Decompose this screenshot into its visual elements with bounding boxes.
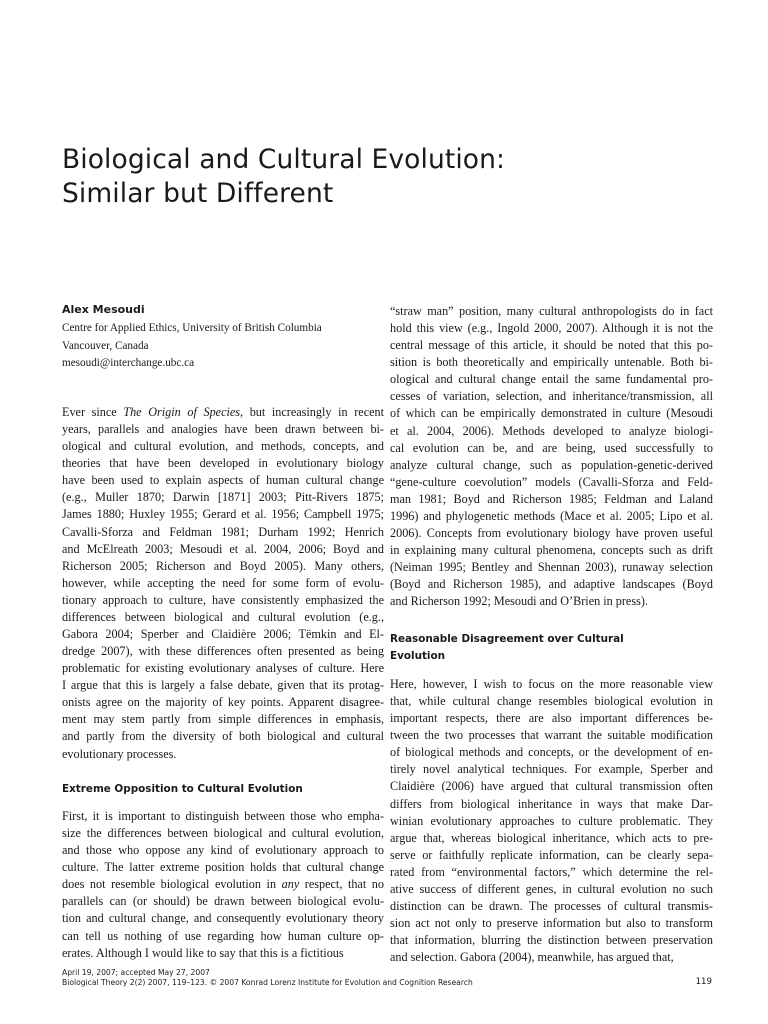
text-line: tirely novel analytical techniques. For example, Sperber and [390, 762, 713, 777]
text-line: et al. 2004, 2006). Methods developed to analyze biologi- [390, 423, 713, 438]
text-line: I argue that this is largely a false debate, given that its protag- [62, 678, 384, 693]
text-line: can tell us nothing of use regarding how human culture op- [62, 928, 384, 943]
page-number: 119 [695, 977, 712, 987]
title-line-1: Biological and Cultural Evolution: [62, 144, 506, 175]
text-line: does not resemble biological evolution in any respect, that no [62, 877, 384, 892]
text-line: that information, blurring the distinction between preservation [390, 933, 713, 948]
article-title [62, 143, 712, 211]
author-affiliation: Centre for Applied Ethics, University of British Columbia [62, 322, 322, 334]
footer-citation: Biological Theory 2(2) 2007, 119–123. © 2007 Konrad Lorenz Institute for Evolution and Cognition Research [62, 978, 473, 987]
text-line: Cavalli-Sforza and Feldman 1981; Durham 1992; Henrich [62, 524, 384, 539]
footer-dates: April 19, 2007; accepted May 27, 2007 [62, 968, 210, 977]
text-line: “gene-culture coevolution” models (Cavalli-Sforza and Feld- [390, 474, 713, 489]
text-line: rated from “environmental factors,” which determine the rel- [390, 864, 713, 879]
text-line: and selection. Gabora (2004), meanwhile, has argued that, [390, 950, 674, 965]
text-line: of biological methods and concepts, or the development of en- [390, 745, 713, 760]
section-paragraph-extreme-opposition [62, 808, 384, 962]
text-line: problematic for existing evolutionary analyses of culture. Here [62, 661, 384, 676]
text-line: erates. Although I would like to say that this is a fictitious [62, 945, 344, 960]
text-line: that, while cultural change resembles biological evolution in [390, 694, 713, 709]
text-line: in explaining many cultural phenomena, concepts such as drift [390, 543, 713, 558]
text-line: theories that have been developed in evolutionary biology [62, 456, 384, 471]
text-line: years, parallels and analogies have been drawn between bi- [62, 422, 384, 437]
text-line: First, it is important to distinguish between those who empha- [62, 809, 384, 823]
text-line: hold this view (e.g., Ingold 2000, 2007). Although it is not the [390, 321, 713, 336]
text-line: Gabora 2004; Sperber and Claidière 2006; Tëmkin and El- [62, 627, 384, 642]
text-line: differs from biological inheritance in ways that make Dar- [390, 796, 713, 811]
text-line: culture. The latter extreme position holds that cultural change [62, 860, 384, 875]
page-footer [62, 968, 702, 988]
text-line: parallels can (or should) be drawn between biological evolu- [62, 894, 384, 909]
text-line: (e.g., Muller 1870; Darwin [1871] 2003; Pitt-Rivers 1875; [62, 490, 384, 505]
title-line-2: Similar but Different [62, 178, 334, 209]
text-line: cesses of variation, selection, and inheritance/transmission, all [390, 389, 713, 404]
text-line: man 1981; Boyd and Richerson 1985; Feldman and Laland [390, 491, 713, 506]
text-line: ative success of different genes, in cultural evolution no such [390, 881, 713, 896]
section-heading-reasonable-disagreement: Reasonable Disagreement over Cultural Evolution [390, 633, 624, 662]
intro-paragraph [62, 404, 384, 763]
section-heading-extreme-opposition: Extreme Opposition to Cultural Evolution [62, 783, 303, 795]
text-line: 1996) and phylogenetic methods (Mace et al. 2005; Lipo et al. [390, 508, 713, 523]
text-line: and McElreath 2003; Mesoudi et al. 2004, 2006; Boyd and [62, 541, 384, 556]
text-line: analyze cultural change, such as population-genetic-derived [390, 457, 713, 472]
text-line: ment may stem partly from simple differences in emphasis, [62, 712, 384, 727]
text-line: James 1880; Huxley 1955; Gerard et al. 1956; Campbell 1975; [62, 507, 384, 522]
text-line: tion and cultural change, and consequently evolutionary theory [62, 911, 384, 926]
straw-man-paragraph [390, 303, 713, 610]
text-line: Ever since The Origin of Species, but increasingly in recent [62, 405, 384, 419]
text-line: of which can be empirically demonstrated in culture (Mesoudi [390, 406, 713, 421]
text-line: important respects, there are also important differences be- [390, 711, 713, 726]
author-block [62, 302, 392, 373]
text-line: however, while accepting the need for some form of evolu- [62, 575, 384, 590]
text-line: 2006). Concepts from evolutionary biology have proven useful [390, 526, 713, 541]
text-line: and partly from the diversity of both biological and cultural [62, 729, 384, 744]
text-line: differences between biological and cultural evolution (e.g., [62, 609, 384, 624]
text-line: cal evolution can be, and are being, used successfully to [390, 440, 713, 455]
text-line: sition is both theoretically and empirically untenable. Both bi- [390, 355, 713, 370]
text-line: Richerson 2005; Richerson and Boyd 2005). Many others, [62, 558, 384, 573]
text-line: tween the two processes that warrant the suitable modification [390, 728, 713, 743]
text-line: winian evolutionary approaches to culture problematic. They [390, 813, 713, 828]
text-line: onists agree on the majority of key points. Apparent disagree- [62, 695, 384, 710]
text-line: and Richerson 1992; Mesoudi and O’Brien in press). [390, 594, 648, 609]
text-line: ological and cultural change entail the same fundamental pro- [390, 372, 713, 387]
text-line: and those who oppose any kind of evolutionary approach to [62, 843, 384, 858]
author-location: Vancouver, Canada [62, 339, 149, 352]
text-line: have been used to explain aspects of human cultural change [62, 473, 384, 488]
text-line: tionary approach to culture, have consistently emphasized the [62, 592, 384, 607]
text-line: (Boyd and Richerson 1985), and adaptive landscapes (Boyd [390, 577, 713, 592]
text-line: dredge 2007), with these differences often presented as being [62, 644, 384, 659]
text-line: evolutionary processes. [62, 746, 177, 761]
section-paragraph-reasonable-disagreement [390, 676, 713, 966]
text-line: Here, however, I wish to focus on the more reasonable view [390, 677, 713, 691]
text-line: serve or faithfully replicate information, can be clearly sepa- [390, 847, 713, 862]
author-name: Alex Mesoudi [62, 303, 145, 316]
text-line: ological and cultural evolution, and methods, concepts, and [62, 439, 384, 454]
text-line: sion act not only to preserve information but also to transform [390, 916, 713, 931]
text-line: central message of this article, it should be noted that this po- [390, 338, 713, 353]
author-email[interactable]: mesoudi@interchange.ubc.ca [62, 357, 195, 369]
text-line: Claidière (2006) have argued that cultural transmission often [390, 779, 713, 794]
text-line: (Neiman 1995; Bentley and Shennan 2003), runaway selection [390, 560, 713, 575]
text-line: size the differences between biological and cultural evolution, [62, 826, 384, 841]
text-line: argue that, whereas biological inheritance, which acts to pre- [390, 830, 713, 845]
text-line: distinction can be drawn. The processes of cultural transmis- [390, 899, 713, 914]
text-line: “straw man” position, many cultural anthropologists do in fact [390, 304, 713, 318]
